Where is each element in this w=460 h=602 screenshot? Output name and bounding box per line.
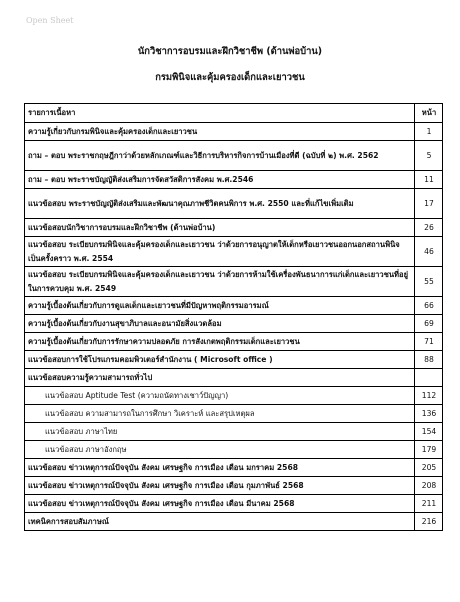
section-row <box>25 369 443 387</box>
table-row <box>25 189 443 219</box>
row-page: 179 <box>415 441 443 459</box>
row-page: 66 <box>415 297 443 315</box>
row-text: แนวข้อสอบ ข่าวเหตุการณ์ปัจจุบัน สังคม เศรษฐกิจ การเมือง เดือน กุมภาพันธ์ 2568 <box>25 477 415 495</box>
row-page: 208 <box>415 477 443 495</box>
row-page: 11 <box>415 171 443 189</box>
row-page: 55 <box>415 267 443 297</box>
column-header-item: รายการเนื้อหา <box>25 104 415 123</box>
document-subtitle: กรมพินิจและคุ้มครองเด็กและเยาวชน <box>155 72 305 83</box>
row-text: ถาม – ตอบ พระราชบัญญัติส่งเสริมการจัดสวัสดิการสังคม พ.ศ.2546 <box>25 171 415 189</box>
row-page: 88 <box>415 351 443 369</box>
row-text: แนวข้อสอบ Aptitude Test (ความถนัดทางเชาว์ปัญญา) <box>25 387 415 405</box>
row-text: แนวข้อสอบ ความสามารถในการศึกษา วิเคราะห์ และสรุปเหตุผล <box>25 405 415 423</box>
row-page: 69 <box>415 315 443 333</box>
row-page: 5 <box>415 141 443 171</box>
row-text: ความรู้เบื้องต้นเกี่ยวกับการดูแลเด็กและเยาวชนที่มีปัญหาพฤติกรรมอารมณ์ <box>25 297 415 315</box>
table-row <box>25 297 443 315</box>
row-text: แนวข้อสอบ ข่าวเหตุการณ์ปัจจุบัน สังคม เศรษฐกิจ การเมือง เดือน มกราคม 2568 <box>25 459 415 477</box>
table-row <box>25 441 443 459</box>
table-row <box>25 237 443 267</box>
row-page: 1 <box>415 123 443 141</box>
row-page: 26 <box>415 219 443 237</box>
table-row <box>25 405 443 423</box>
row-text: แนวข้อสอบ ข่าวเหตุการณ์ปัจจุบัน สังคม เศรษฐกิจ การเมือง เดือน มีนาคม 2568 <box>25 495 415 513</box>
table-row <box>25 423 443 441</box>
document-title: นักวิชาการอบรมและฝึกวิชาชีพ (ด้านพ่อบ้าน) <box>137 46 323 57</box>
table-row <box>25 267 443 297</box>
watermark: Open Sheet <box>26 16 74 25</box>
table-row <box>25 459 443 477</box>
table-row <box>25 333 443 351</box>
table-row <box>25 387 443 405</box>
row-page: 46 <box>415 237 443 267</box>
row-text: ถาม – ตอบ พระราชกฤษฎีกาว่าด้วยหลักเกณฑ์และวิธีการบริหารกิจการบ้านเมืองที่ดี (ฉบับที่ ๒) พ.ศ. 2562 <box>25 141 415 171</box>
row-page: 112 <box>415 387 443 405</box>
row-page: 211 <box>415 495 443 513</box>
row-text: แนวข้อสอบนักวิชาการอบรมและฝึกวิชาชีพ (ด้านพ่อบ้าน) <box>25 219 415 237</box>
table-row <box>25 351 443 369</box>
row-text: แนวข้อสอบ ภาษาอังกฤษ <box>25 441 415 459</box>
table-row <box>25 315 443 333</box>
table-row <box>25 141 443 171</box>
row-text: แนวข้อสอบ ภาษาไทย <box>25 423 415 441</box>
row-page <box>415 369 443 387</box>
row-page: 216 <box>415 513 443 531</box>
row-text: เทคนิคการสอบสัมภาษณ์ <box>25 513 415 531</box>
column-header-page: หน้า <box>415 104 443 123</box>
row-text: แนวข้อสอบ พระราชบัญญัติส่งเสริมและพัฒนาคุณภาพชีวิตคนพิการ พ.ศ. 2550 และที่แก้ไขเพิ่มเติม <box>25 189 415 219</box>
table-row <box>25 219 443 237</box>
row-page: 136 <box>415 405 443 423</box>
row-text: แนวข้อสอบการใช้โปรแกรมคอมพิวเตอร์สำนักงาน ( Microsoft office ) <box>25 351 415 369</box>
table-row <box>25 123 443 141</box>
row-page: 71 <box>415 333 443 351</box>
section-heading: แนวข้อสอบความรู้ความสามารถทั่วไป <box>25 369 415 387</box>
row-text: ความรู้เกี่ยวกับกรมพินิจและคุ้มครองเด็กและเยาวชน <box>25 123 415 141</box>
row-text: ความรู้เบื้องต้นเกี่ยวกับงานสุขาภิบาลและอนามัยสิ่งแวดล้อม <box>25 315 415 333</box>
row-page: 154 <box>415 423 443 441</box>
row-page: 17 <box>415 189 443 219</box>
table-row <box>25 477 443 495</box>
row-text: แนวข้อสอบ ระเบียบกรมพินิจและคุ้มครองเด็กและเยาวชน ว่าด้วยการอนุญาตให้เด็กหรือเยาวชนออกนอกสถานพินิจเป็นครั้งคราว พ.ศ. 2554 <box>25 237 415 267</box>
table-row <box>25 495 443 513</box>
row-page: 205 <box>415 459 443 477</box>
table-row <box>25 171 443 189</box>
row-text: แนวข้อสอบ ระเบียบกรมพินิจและคุ้มครองเด็กและเยาวชน ว่าด้วยการห้ามใช้เครื่องพันธนาการแก่เด็กและเยาวชนที่อยู่ในการควบคุม พ.ศ. 2549 <box>25 267 415 297</box>
table-of-contents <box>24 103 443 531</box>
table-row <box>25 513 443 531</box>
row-text: ความรู้เบื้องต้นเกี่ยวกับการรักษาความปลอดภัย การสังเกตพฤติกรรมเด็กและเยาวชน <box>25 333 415 351</box>
table-header-row <box>25 104 443 123</box>
